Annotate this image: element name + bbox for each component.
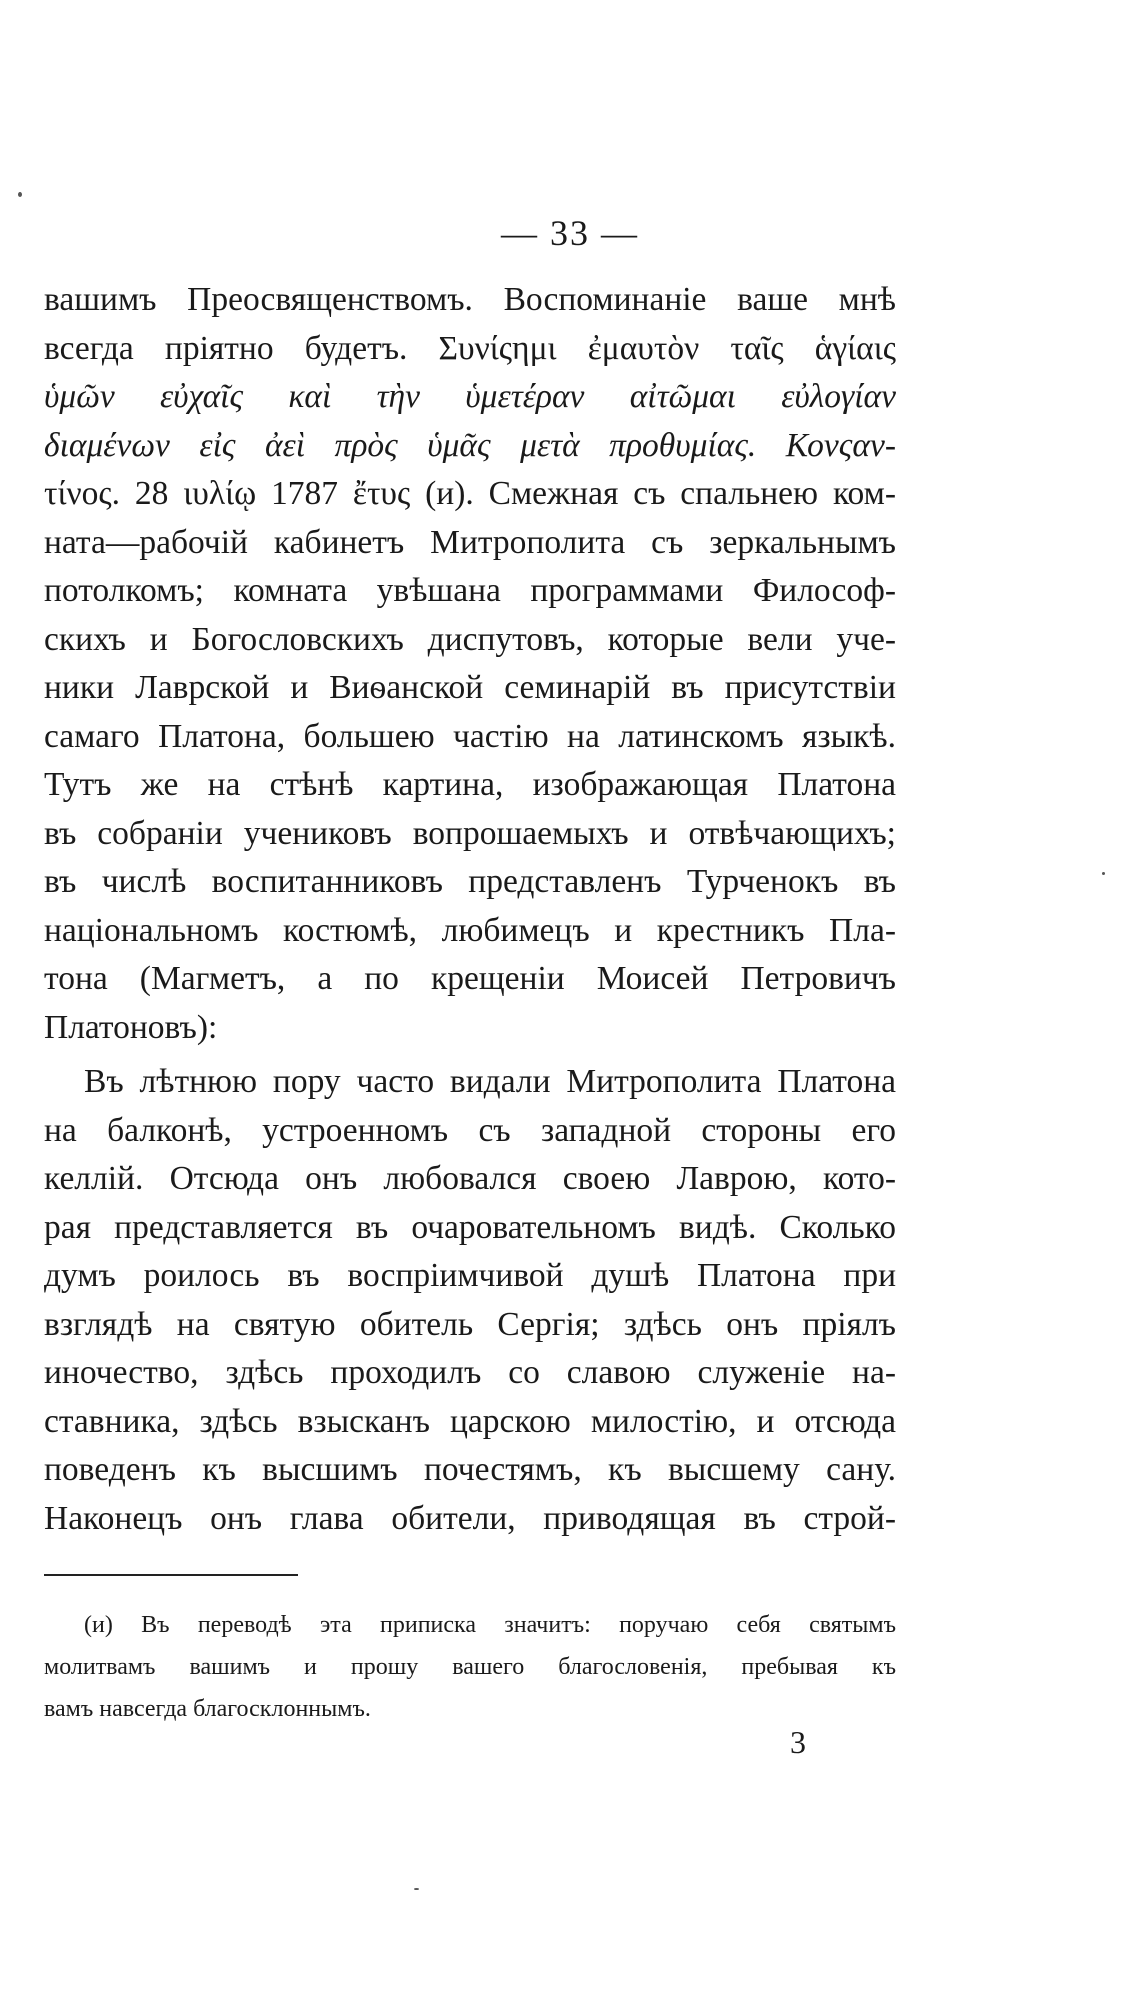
- text-line: думъ роилось въ воспріимчивой душѣ Платона при: [44, 1257, 896, 1294]
- text-line: Тутъ же на стѣнѣ картина, изображающая Платона: [44, 766, 896, 803]
- text-line: келлій. Отсюда онъ любовался своею Лаврою, кото-: [44, 1160, 896, 1197]
- page-number: — 33 —: [501, 213, 639, 253]
- footnote-divider: [44, 1574, 298, 1576]
- text-line: тона (Магметъ, а по крещеніи Моисей Петровичъ: [44, 960, 896, 997]
- text-line: поведенъ къ высшимъ почестямъ, къ высшему сану.: [44, 1451, 896, 1488]
- footnote-line: молитвамъ вашимъ и прошу вашего благословенія, пребывая къ: [44, 1654, 896, 1680]
- main-text: [44, 276, 896, 1543]
- print-speck: [1102, 872, 1105, 875]
- text-line: рая представляется въ очаровательномъ видѣ. Сколько: [44, 1208, 896, 1246]
- footnote: [44, 1604, 896, 1730]
- text-line-greek: ὑμῶν εὐχαῖς καὶ τὴν ὑμετέραν αἰτῶμαι εὐλογίαν: [44, 378, 896, 415]
- text-line: національномъ костюмѣ, любимецъ и крестникъ Пла-: [44, 911, 896, 949]
- text-line: въ числѣ воспитанниковъ представленъ Турченокъ въ: [44, 863, 896, 900]
- text-line: вашимъ Преосвященствомъ. Воспоминаніе ваше мнѣ: [44, 281, 896, 318]
- signature-mark: 3: [790, 1724, 806, 1760]
- text-line: ники Лаврской и Виѳанской семинарій въ присутствіи: [44, 669, 896, 706]
- text-line: иночество, здѣсь проходилъ со славою служеніе на-: [44, 1354, 896, 1391]
- paragraph-1: [44, 276, 896, 1052]
- text-line: Въ лѣтнюю пору часто видали Митрополита Платона: [84, 1063, 896, 1100]
- text-line: въ собраніи учениковъ вопрошаемыхъ и отвѣчающихъ;: [44, 814, 896, 852]
- text-line: τίνος. 28 ιυλίῳ 1787 ἔτυς (и). Смежная съ спальнею ком-: [44, 475, 896, 512]
- text-line: Платоновъ):: [44, 1008, 218, 1046]
- footnote-line: (и) Въ переводѣ эта приписка значитъ: поручаю себя святымъ: [84, 1612, 896, 1638]
- text-line: Наконецъ онъ глава обители, приводящая въ строй-: [44, 1499, 896, 1537]
- text-line: скихъ и Богословскихъ диспутовъ, которые вели уче-: [44, 620, 896, 658]
- text-line-greek: διαμένων εἰς ἀεὶ πρὸς ὑμᾶς μετὰ προθυμίας. Κονςαν-: [44, 426, 896, 464]
- text-line: самаго Платона, большею частію на латинскомъ языкѣ.: [44, 717, 896, 755]
- footnote-line: вамъ навсегда благосклоннымъ.: [44, 1696, 371, 1722]
- text-line: взглядѣ на святую обитель Сергія; здѣсь онъ пріялъ: [44, 1305, 896, 1343]
- text-line: потолкомъ; комната увѣшана программами Философ-: [44, 572, 896, 609]
- text-line: на балконѣ, устроенномъ съ западной стороны его: [44, 1111, 896, 1149]
- text-line: ната—рабочій кабинетъ Митрополита съ зеркальнымъ: [44, 523, 896, 561]
- text-line: всегда пріятно будетъ. Συνίςημι ἐμαυτὸν ταῖς ἁγίαις: [44, 329, 896, 367]
- paragraph-2: [44, 1058, 896, 1543]
- print-speck: [414, 1888, 419, 1890]
- text-line: ставника, здѣсь взысканъ царскою милостію, и отсюда: [44, 1402, 896, 1440]
- print-speck: [18, 192, 22, 197]
